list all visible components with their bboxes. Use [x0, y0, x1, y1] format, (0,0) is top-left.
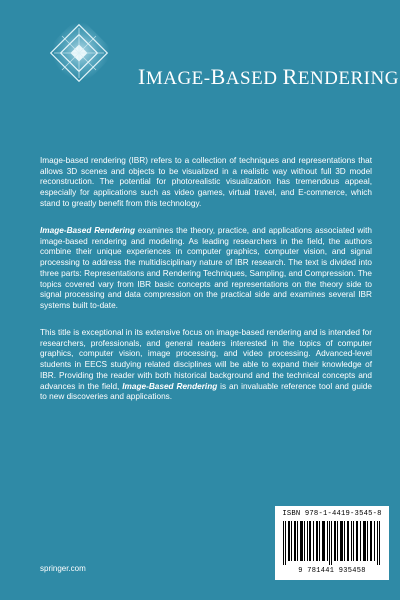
- book-title-inline: Image-Based Rendering: [122, 381, 218, 391]
- description-paragraph-2: [40, 226, 372, 312]
- book-title: [138, 64, 399, 90]
- title-initial-3: R: [282, 64, 298, 89]
- series-logo-icon: [40, 14, 118, 92]
- paragraph-3-text-end: is an invaluable reference tool and guide to new discoveries and applications.: [40, 381, 372, 402]
- book-title-inline: Image-Based Rendering: [40, 226, 136, 235]
- barcode-number: 9 781441 935458: [298, 567, 366, 575]
- publisher-url[interactable]: springer.com: [40, 564, 86, 573]
- title-part-1: MAGE-: [145, 68, 211, 89]
- description-paragraph-1: Image-based rendering (IBR) refers to a collection of techniques and representations that allows 3D scenes and objects to be visualized in a realistic way without full 3D model reconstruction. The potential for photorealistic visualization has tremendous appeal, especially for applications such as video games, virtual travel, and E-commerce, which stand to greatly benefit from this technology.: [40, 156, 372, 208]
- title-part-3: ENDERING: [297, 68, 399, 89]
- barcode: [275, 506, 389, 580]
- paragraph-3-text-start: This title is exceptional in its extensive focus on image-based rendering and is intended for researchers, professionals, and general readers interested in the topics of computer graphics, computer vision, image processing, and video processing. Advanced-level students in EECS studying related disciplines will be able to expand their knowledge of IBR. Providing the reader with both historical background and the technical concepts and advances in the field,: [40, 328, 372, 391]
- title-part-2: ASED: [225, 68, 283, 89]
- title-initial-2: B: [210, 64, 226, 89]
- barcode-bars: [283, 521, 381, 565]
- title-initial-1: I: [138, 64, 146, 89]
- paragraph-2-text: examines the theory, practice, and applications associated with image-based rendering and modeling. As leading researchers in the field, the authors combine their unique experiences in computer graphics, computer vision, and signal processing to address the multidisciplinary nature of IBR research. The text is divided into three parts: Representations and Rendering Techniques, Sampling, and Compression. The topics covered vary from IBR basic concepts and representations on the theory side to signal processing and data compression on the practical side and examines several IBR systems built to-date.: [40, 226, 372, 310]
- isbn-label: ISBN 978-1-4419-3545-8: [282, 510, 382, 518]
- description-paragraph-3: [40, 328, 372, 403]
